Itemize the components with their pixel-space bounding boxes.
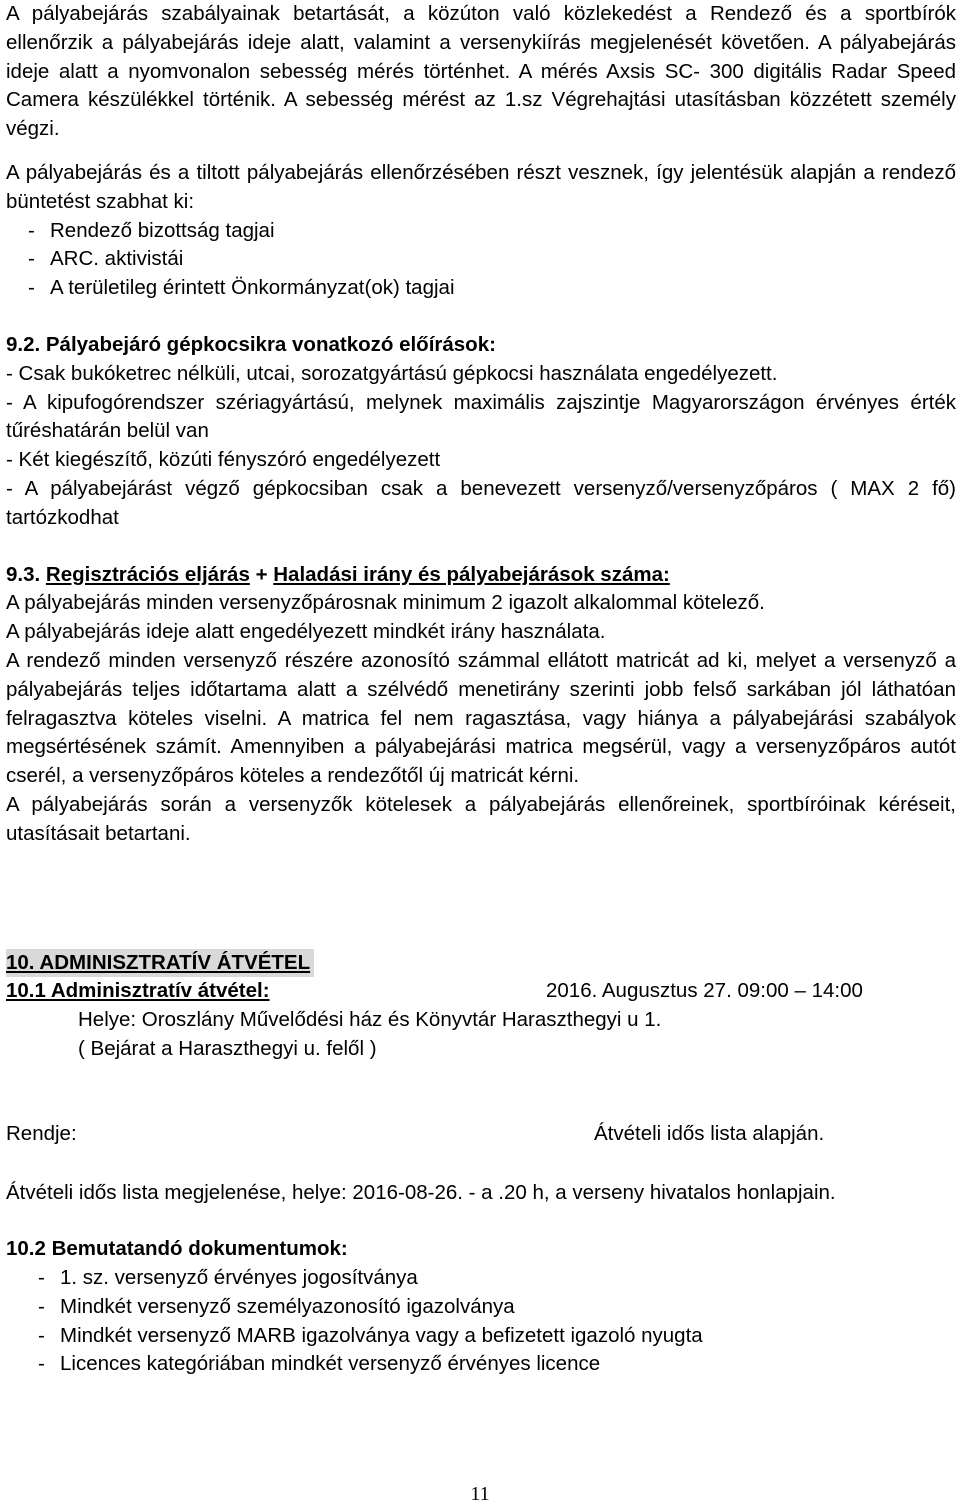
section-10-2-title: 10.2 Bemutatandó dokumentumok:	[6, 1237, 348, 1261]
section-9-3-line: A rendező minden versenyző részére azonosító számmal ellátott matricát ad ki, melyet a versenyző a pályabejárás teljes időtartama alatt a szélvédő menetirány szerinti jobb felső sarkában jól láthatóan felragasztva köteles viselni. A matrica fel nem ragasztása, vagy hiánya a pályabejárási szabályok megsértésének számít. Amennyiben a pályabejárási matrica megsérül, vagy a versenyzőpáros autót cserél, a versenyzőpáros köteles a rendezőtől új matricát kérni.	[6, 648, 956, 788]
list-dash: -	[38, 1266, 45, 1290]
paragraph-track-inspection-rules: A pályabejárás szabályainak betartását, a közúton való közlekedést a Rendező és a sportbírók ellenőrzik a pályabejárás ideje alatt, valamint a versenykiírás megjelenését követően. A pályabejárás ideje alatt a nyomvonalon sebesség mérés történhet. A mérés Axsis SC- 300 digitális Radar Speed Camera készülékkel történik. A sebesség mérést az 1.sz Végrehajtási utasításban közzétett személy végzi.	[6, 2, 956, 141]
spacer	[6, 303, 956, 331]
list-item-text: Licences kategóriában mindkét versenyző érvényes licence	[60, 1352, 601, 1376]
order-value: Átvételi idős lista alapján.	[594, 1121, 825, 1145]
page-number: 11	[470, 1483, 490, 1505]
paragraph-reporting-officials: A pályabejárás és a tiltott pályabejárás ellenőrzésében részt vesznek, így jelentésük alapján a rendező büntetést szabhat ki:	[6, 160, 956, 213]
section-9-2-line: - Két kiegészítő, közúti fényszóró engedélyezett	[6, 448, 441, 472]
list-dash: -	[38, 1352, 45, 1376]
list-item	[6, 1293, 956, 1322]
spacer	[6, 1149, 956, 1179]
list-dash: -	[38, 1323, 45, 1347]
section-9-3-line: A pályabejárás minden versenyzőpárosnak minimum 2 igazolt alkalommal kötelező.	[6, 591, 765, 615]
admin-check-time: 2016. Augusztus 27. 09:00 – 14:00	[546, 979, 863, 1003]
list-item	[6, 1264, 956, 1293]
admin-check-label-text: 10.1 Adminisztratív átvétel:	[6, 979, 270, 1003]
list-dash: -	[28, 247, 35, 271]
officials-list	[6, 217, 956, 303]
documents-list	[6, 1264, 956, 1379]
list-item	[6, 245, 956, 274]
list-dash: -	[38, 1294, 45, 1318]
order-label: Rendje:	[6, 1121, 77, 1145]
section-9-3-title-plus: +	[249, 562, 274, 586]
admin-check-entrance: ( Bejárat a Haraszthegyi u. felől )	[78, 1036, 377, 1060]
spacer	[6, 1064, 956, 1120]
list-item-text: Rendező bizottság tagjai	[50, 218, 275, 242]
section-9-3-title	[6, 561, 956, 590]
spacer	[6, 533, 956, 561]
section-9-2-line: - A pályabejárást végző gépkocsiban csak a benevezett versenyző/versenyzőpáros ( MAX 2 fő) tartózkodhat	[6, 476, 956, 529]
section-10-title: 10. ADMINISZTRATÍV ÁTVÉTEL	[6, 949, 314, 978]
admin-check-row	[6, 977, 956, 1006]
list-publish-info: Átvételi idős lista megjelenése, helye: 2016-08-26. - a .20 h, a verseny hivatalos honlapjain.	[6, 1180, 836, 1204]
section-9-2-line: - Csak bukóketrec nélküli, utcai, sorozatgyártású gépkocsi használata engedélyezett.	[6, 361, 778, 385]
list-item-text: ARC. aktivistái	[50, 247, 184, 271]
list-item	[6, 1350, 956, 1379]
section-9-3-line: A pályabejárás során a versenyzők kötelesek a pályabejárás ellenőreinek, sportbíróinak kéréseit, utasításait betartani.	[6, 792, 956, 845]
admin-check-label	[6, 977, 546, 1006]
list-item-text: Mindkét versenyző MARB igazolványa vagy a befizetett igazoló nyugta	[60, 1323, 703, 1347]
list-item	[6, 217, 956, 246]
order-row	[6, 1120, 956, 1149]
section-9-3-number: 9.3.	[6, 562, 46, 586]
section-9-3-title-b: Haladási irány és pályabejárások száma:	[273, 562, 670, 586]
list-item-text: 1. sz. versenyző érvényes jogosítványa	[60, 1266, 418, 1290]
section-9-3-title-a: Regisztrációs eljárás	[45, 562, 250, 586]
section-10-heading-wrap	[6, 949, 956, 978]
list-dash: -	[28, 218, 35, 242]
list-item-text: A területileg érintett Önkormányzat(ok) tagjai	[50, 276, 455, 300]
document-page	[6, 0, 956, 1379]
list-item	[6, 1322, 956, 1351]
spacer	[6, 1207, 956, 1235]
list-dash: -	[28, 276, 35, 300]
section-9-2-line: - A kipufogórendszer szériagyártású, melynek maximális zajszintje Magyarországon érvényes érték tűréshatárán belül van	[6, 390, 956, 443]
list-item-text: Mindkét versenyző személyazonosító igazolványa	[60, 1294, 515, 1318]
section-9-2-title: 9.2. Pályabejáró gépkocsikra vonatkozó előírások:	[6, 332, 496, 356]
spacer	[6, 849, 956, 949]
section-9-3-line: A pályabejárás ideje alatt engedélyezett mindkét irány használata.	[6, 620, 606, 644]
list-item	[6, 274, 956, 303]
admin-check-place: Helye: Oroszlány Művelődési ház és Könyvtár Haraszthegyi u 1.	[78, 1008, 662, 1032]
spacer	[6, 144, 956, 159]
